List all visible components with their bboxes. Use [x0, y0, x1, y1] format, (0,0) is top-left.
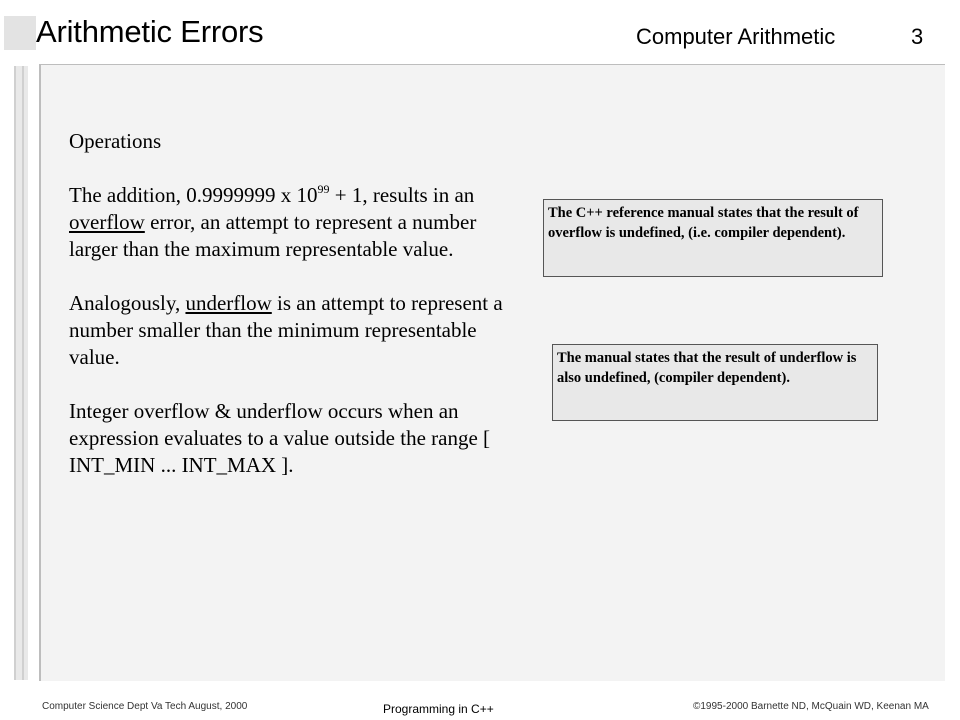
p1-text-a: The addition, 0.9999999 x 10	[69, 183, 318, 207]
main-text	[69, 128, 519, 506]
corner-decoration	[4, 16, 36, 50]
overflow-note-box: The C++ reference manual states that the result of overflow is undefined, (i.e. compiler dependent).	[543, 199, 883, 277]
footer-left: Computer Science Dept Va Tech August, 2000	[42, 701, 248, 712]
footer-right: ©1995-2000 Barnette ND, McQuain WD, Keenan MA	[693, 701, 929, 712]
p2-text-b: is an attempt to represent a number smaller than the minimum representable value.	[69, 291, 503, 369]
underflow-note-box: The manual states that the result of underflow is also undefined, (compiler dependent).	[552, 344, 878, 421]
footer-center: Programming in C++	[383, 702, 494, 716]
paragraph-integer: Integer overflow & underflow occurs when an expression evaluates to a value outside the range [ INT_MIN ... INT_MAX ].	[69, 399, 491, 477]
p1-text-b: + 1, results in an	[329, 183, 475, 207]
left-margin-bars	[14, 66, 28, 680]
paragraph-overflow	[69, 182, 519, 263]
slide-title: Arithmetic Errors	[36, 14, 264, 49]
term-underflow: underflow	[185, 291, 272, 315]
p1-text-c: error, an attempt to represent a number larger than the maximum representable value.	[69, 210, 477, 261]
paragraph-underflow	[69, 290, 519, 371]
exponent: 99	[317, 182, 330, 196]
p2-text-a: Analogously,	[69, 291, 186, 315]
section-title: Computer Arithmetic	[636, 24, 836, 49]
term-overflow: overflow	[69, 210, 145, 234]
heading-operations: Operations	[69, 129, 162, 153]
page-number: 3	[911, 24, 924, 49]
